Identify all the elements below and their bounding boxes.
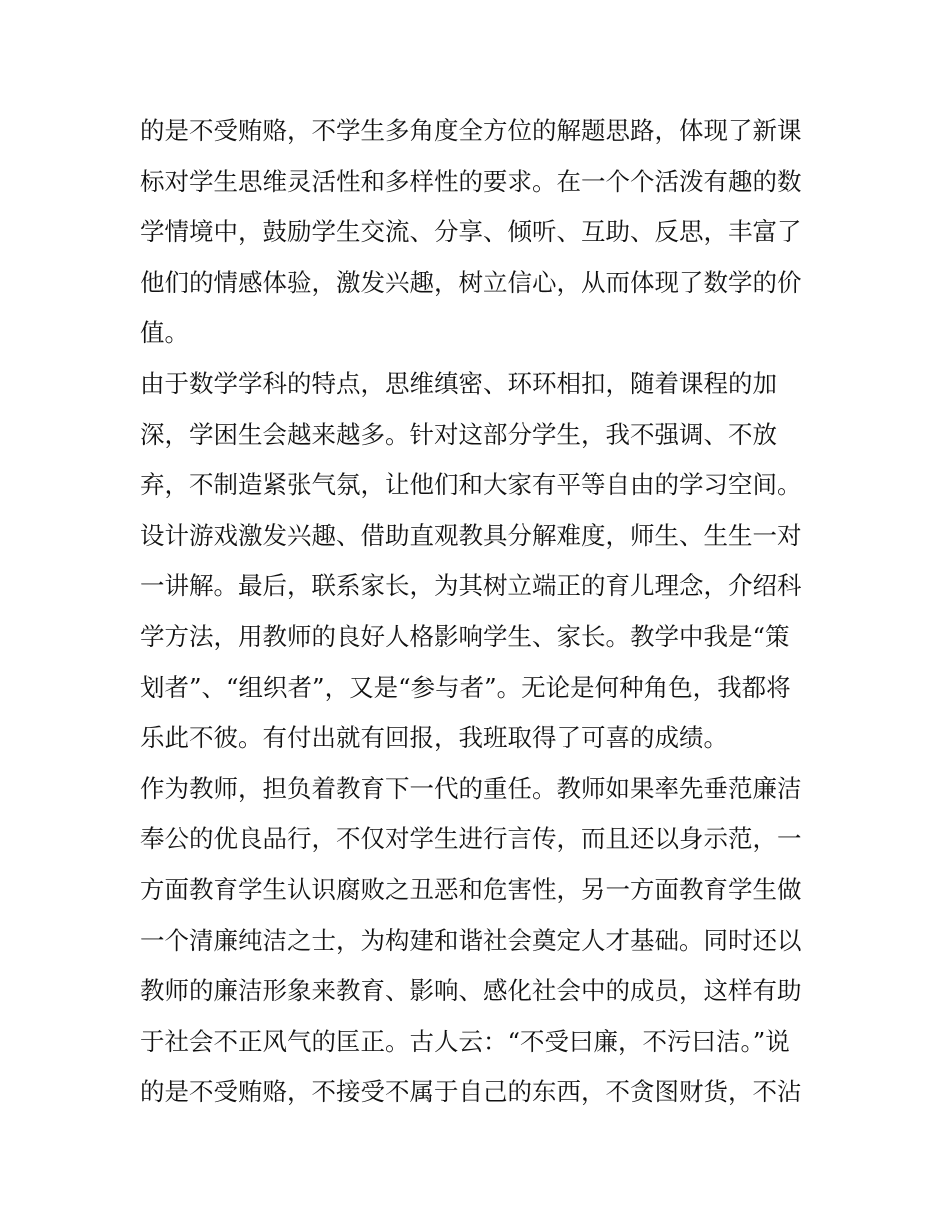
text-line: 值。: [140, 318, 189, 348]
text-line: 弃，不制造紧张气氛，让他们和大家有平等自由的学习空间。: [140, 470, 802, 500]
text-line: 划者”、“组织者”，又是“参与者”。无论是何种角色，我都将: [140, 672, 791, 702]
text-line: 的是不受贿赂，不学生多角度全方位的解题思路，体现了新课: [140, 116, 802, 145]
text-line: 一个清廉纯洁之士，为构建和谐社会奠定人才基础。同时还以: [140, 925, 802, 955]
text-line: 的是不受贿赂，不接受不属于自己的东西，不贪图财货，不沾: [140, 1077, 802, 1107]
text-line: 奉公的优良品行，不仅对学生进行言传，而且还以身示范，一: [140, 824, 802, 854]
text-line: 由于数学学科的特点，思维缜密、环环相扣，随着课程的加: [140, 368, 777, 398]
text-line: 设计游戏激发兴趣、借助直观教具分解难度，师生、生生一对: [140, 520, 802, 550]
text-line: 作为教师，担负着教育下一代的重任。教师如果率先垂范廉洁: [140, 773, 802, 803]
text-line: 标对学生思维灵活性和多样性的要求。在一个个活泼有趣的数: [140, 166, 802, 196]
text-line: 教师的廉洁形象来教育、影响、感化社会中的成员，这样有助: [140, 976, 802, 1006]
text-line: 学情境中，鼓励学生交流、分享、倾听、互助、反思，丰富了: [140, 217, 802, 247]
text-line: 他们的情感体验，激发兴趣，树立信心，从而体现了数学的价: [140, 267, 802, 297]
text-line: 方面教育学生认识腐败之丑恶和危害性，另一方面教育学生做: [140, 874, 802, 904]
text-line: 学方法，用教师的良好人格影响学生、家长。教学中我是“策: [140, 621, 790, 651]
text-line: 一讲解。最后，联系家长，为其树立端正的育儿理念，介绍科: [140, 571, 802, 601]
document-body: [140, 106, 820, 1118]
text-line: 深，学困生会越来越多。针对这部分学生，我不强调、不放: [140, 419, 777, 449]
text-line: 乐此不彼。有付出就有回报，我班取得了可喜的成绩。: [140, 723, 728, 753]
text-line: 于社会不正风气的匡正。古人云：“不受曰廉，不污曰洁。”说: [140, 1026, 790, 1056]
